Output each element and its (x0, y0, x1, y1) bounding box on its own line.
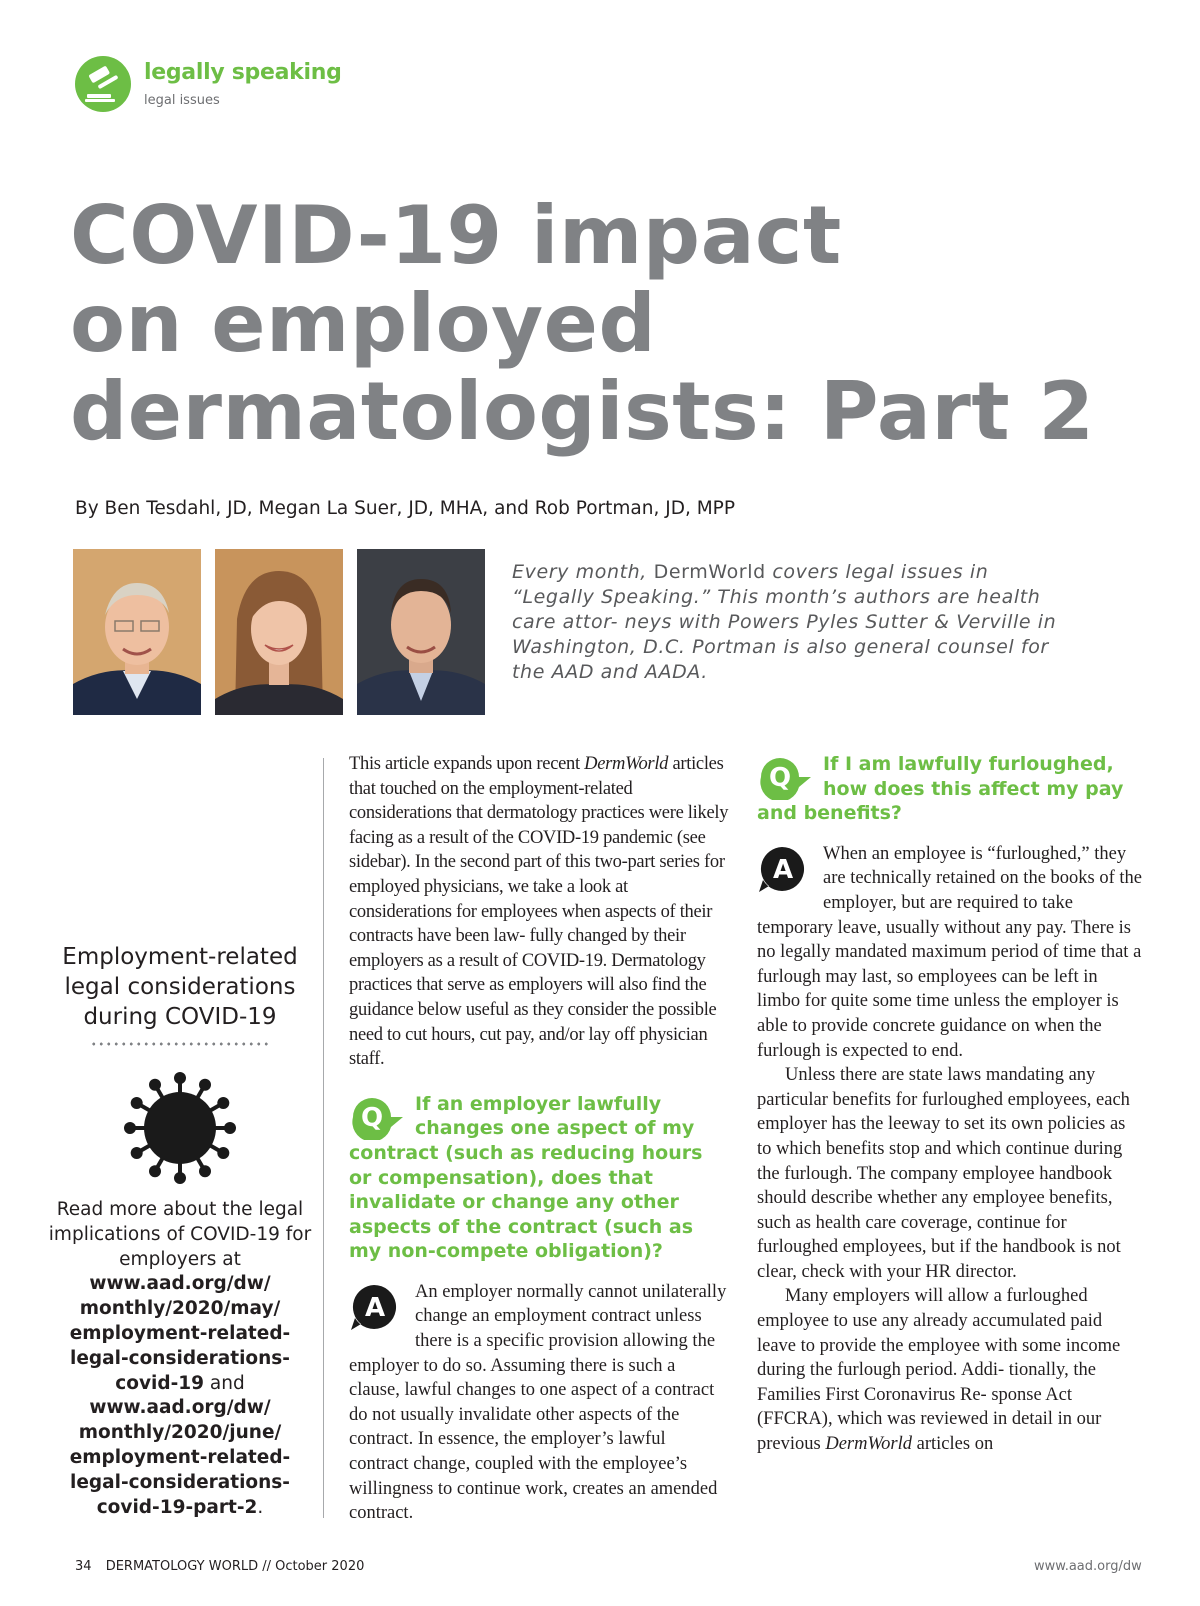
answer-1-text: An employer normally cannot unilaterally change an employment contract unless there is a specific provision allowing the employer to do so. Assuming there is such a clause, lawful changes to one aspect of a contract do not usually invalidate other aspects of the contract. In essence, the employer’s lawful contract change, coupled with the employee’s willingness to continue work, creates an amended contract. (349, 1281, 727, 1524)
question-icon (349, 1094, 405, 1140)
title-line-2: on employed (70, 277, 657, 370)
answer-2 (757, 842, 1142, 1457)
sidebar-text (45, 1198, 315, 1520)
intro-part-3: covers legal issues in “Legally Speaking.” This month’s authors are health care attor- neys with Powers Pyles Sutter & Verville in Washington, D.C. Portman is also general counsel for the AAD and AADA. (512, 561, 1057, 683)
gavel-icon (75, 56, 131, 112)
article-title (70, 189, 1130, 458)
question-1-text: If an employer lawfully changes one aspect of my contract (such as reducing hours or compensation), does that invalidate or change any other aspects of the contract (such as my non-compete obligation)? (349, 1092, 703, 1263)
sidebar-link-june[interactable]: www.aad.org/dw/ monthly/2020/june/ employment-related- legal-considerations- covid-19-part-2 (69, 1397, 291, 1518)
byline: By Ben Tesdahl, JD, Megan La Suer, JD, MHA, and Rob Portman, JD, MPP (75, 498, 735, 519)
intro-part-1: Every month, (512, 561, 647, 583)
question-icon-letter: Q (768, 763, 792, 793)
intro-paragraph (349, 752, 729, 1072)
answer-2-paragraph-3-publication: DermWorld (825, 1434, 913, 1455)
answer-icon (349, 1282, 399, 1332)
section-subtitle: legal issues (144, 93, 220, 108)
answer-icon (757, 844, 807, 894)
author-photo-tesdahl (73, 549, 201, 715)
answer-1 (349, 1280, 729, 1526)
intro-publication: DermWorld (653, 561, 766, 583)
answer-2-paragraph-3a: Many employers will allow a furloughed employee to use any already accumulated paid leave to provide the employee with some income during the furlough period. Addi- tionally, the Families First Coronavirus Re- sponse Act (FFCRA), which was reviewed in detail in our previous (757, 1286, 1121, 1455)
column-divider (323, 758, 324, 1518)
section-name: legally speaking (144, 60, 342, 85)
footer-publication: DERMATOLOGY WORLD // October 2020 (105, 1559, 365, 1574)
answer-2-paragraph-3 (757, 1284, 1142, 1456)
article-column-2 (757, 752, 1142, 1457)
author-photo-portman (357, 549, 485, 715)
title-line-1: COVID-19 impact (70, 189, 842, 282)
answer-2-paragraph-1: When an employee is “furloughed,” they are technically retained on the books of the employer, but are required to take temporary leave, usually without any pay. There is no legally mandated maximum period of time that a furlough may last, so employees can be left in limbo for quite some time unless the employer is able to provide concrete guidance on when the furlough is expected to end. (757, 843, 1142, 1061)
page-number: 34 (75, 1559, 92, 1574)
answer-icon-letter: A (772, 854, 794, 885)
sidebar-text-end: . (257, 1496, 264, 1518)
title-line-3: dermatologists: Part 2 (70, 365, 1095, 458)
intro-paragraph-a: This article expands upon recent (349, 754, 580, 774)
footer-url[interactable]: www.aad.org/dw (1034, 1559, 1142, 1574)
article-column-1 (349, 752, 729, 1526)
answer-2-paragraph-2: Unless there are state laws mandating any particular benefits for furloughed employees, each employer has the leeway to set its own policies as to which benefits stop and which continue during the furlough. The company employee handbook should describe whether any employee benefits, such as health care coverage, continue for furloughed employees, but if the handbook is not clear, check with your HR director. (757, 1065, 1130, 1282)
question-2-text: If I am lawfully furloughed, how does this affect my pay and benefits? (757, 753, 1124, 825)
virus-icon (118, 1066, 242, 1195)
question-icon (757, 754, 813, 800)
footer-left (75, 1559, 364, 1574)
gavel-badge (75, 56, 131, 112)
intro-note (512, 560, 1072, 685)
sidebar-divider (90, 1042, 270, 1046)
sidebar-text-and: and (209, 1372, 245, 1394)
sidebar-link-may[interactable]: www.aad.org/dw/ monthly/2020/may/ employment-related- legal-considerations- covid-19 (69, 1273, 291, 1394)
answer-icon-letter: A (364, 1292, 386, 1323)
question-icon-letter: Q (360, 1102, 384, 1133)
sidebar-title: Employment-related legal considerations during COVID-19 (62, 944, 298, 1030)
question-1 (349, 1092, 729, 1264)
author-photo-la-suer (215, 549, 343, 715)
answer-2-paragraph-3c: articles on (916, 1434, 994, 1455)
intro-paragraph-c: articles that touched on the employment-related considerations that dermatology practices were likely facing as a result of the COVID-19 pandemic (see sidebar). In the second part of this two-part series for employed physicians, we take a look at considerations for employees when aspects of their contracts have been law- fully changed by their employers as a result of COVID-19. Dermatology practices that serve as employers will also find the guidance below useful as they consider the possible need to cut hours, cut pay, and/or lay off physician staff. (349, 754, 729, 1070)
question-2 (757, 752, 1142, 826)
intro-paragraph-publication: DermWorld (584, 754, 669, 774)
sidebar-text-prefix: Read more about the legal implications of COVID-19 for employers at (48, 1199, 312, 1270)
